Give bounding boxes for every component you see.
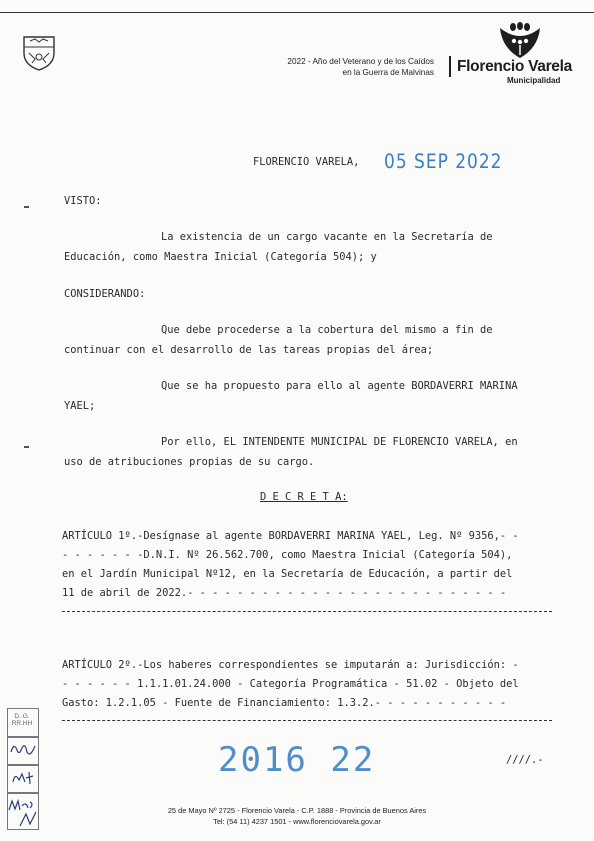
footer-address: 25 de Mayo Nº 2725 - Florencio Varela - C.P. 1888 - Provincia de Buenos Aires	[167, 806, 427, 815]
handwritten-initials-icon	[9, 766, 37, 790]
article-1-line: 11 de abril de 2022.- - - - - - - - - - - - - - - - - - - - - - - - - -	[62, 587, 507, 599]
filler-dash-line	[62, 720, 552, 721]
initials-box-label	[6, 713, 38, 727]
municipal-crest-icon	[22, 33, 56, 71]
decreta-heading: D E C R E T A:	[260, 491, 348, 503]
considerando-line: Que debe procederse a la cobertura del mismo a fin de	[161, 324, 493, 336]
article-1-line: ARTÍCULO 1º.-Desígnase al agente BORDAVERRI MARINA YAEL, Leg. Nº 9356,- -	[62, 530, 519, 542]
considerando-line: YAEL;	[64, 400, 96, 412]
footer-contact: Tel: (54 11) 4237 1501 - www.florenciovarela.gov.ar	[213, 817, 381, 826]
margin-mark	[24, 446, 29, 448]
visto-line: Educación, como Maestra Inicial (Categoría 504); y	[64, 251, 377, 263]
article-2-line: ARTÍCULO 2º.-Los haberes correspondientes se imputarán a: Jurisdicción: -	[62, 659, 519, 671]
handwritten-initials-icon	[8, 738, 38, 762]
article-1-line: en el Jardín Municipal Nº12, en la Secretaría de Educación, a partir del	[62, 568, 513, 580]
considerando-line: uso de atribuciones propias de su cargo.	[64, 456, 315, 468]
initials-box-label-line2: RR.HH	[11, 720, 33, 727]
date-stamp: 05 SEP 2022	[384, 150, 503, 174]
article-2-line: Gasto: 1.2.1.05 - Fuente de Financiamiento: 1.3.2.- - - - - - - - - - -	[62, 697, 507, 709]
continuation-mark: ////.-	[506, 754, 544, 766]
document-place: FLORENCIO VARELA,	[253, 156, 360, 168]
filler-dash-line	[62, 611, 552, 612]
visto-heading: VISTO:	[64, 195, 102, 207]
logo-name: Florencio Varela	[457, 58, 572, 75]
article-1-line: - - - - - - -D.N.I. Nº 26.562.700, como Maestra Inicial (Categoría 504),	[62, 549, 513, 561]
initials-box-label-line1: D. G.	[14, 713, 30, 720]
decree-number-stamp: 2016 22	[218, 740, 376, 780]
year-legend-line1: 2022 - Año del Veterano y de los Caídos	[287, 57, 434, 66]
considerando-heading: CONSIDERANDO:	[64, 288, 146, 300]
considerando-line: Que se ha propuesto para ello al agente BORDAVERRI MARINA	[161, 380, 518, 392]
article-2-line: - - - - - - 1.1.1.01.24.000 - Categoría Programática - 51.02 - Objeto del	[62, 678, 519, 690]
visto-line: La existencia de un cargo vacante en la Secretaría de	[161, 231, 493, 243]
top-border-line	[0, 12, 594, 13]
considerando-line: continuar con el desarrollo de las tareas propias del área;	[64, 344, 434, 356]
florencio-varela-logo-icon	[496, 22, 544, 60]
considerando-line: Por ello, EL INTENDENTE MUNICIPAL DE FLORENCIO VARELA, en	[161, 436, 518, 448]
logo-subtitle: Municipalidad	[507, 76, 561, 85]
header-separator	[449, 56, 451, 77]
year-legend	[287, 56, 434, 78]
margin-mark	[24, 206, 29, 208]
year-legend-line2: en la Guerra de Malvinas	[342, 68, 434, 77]
